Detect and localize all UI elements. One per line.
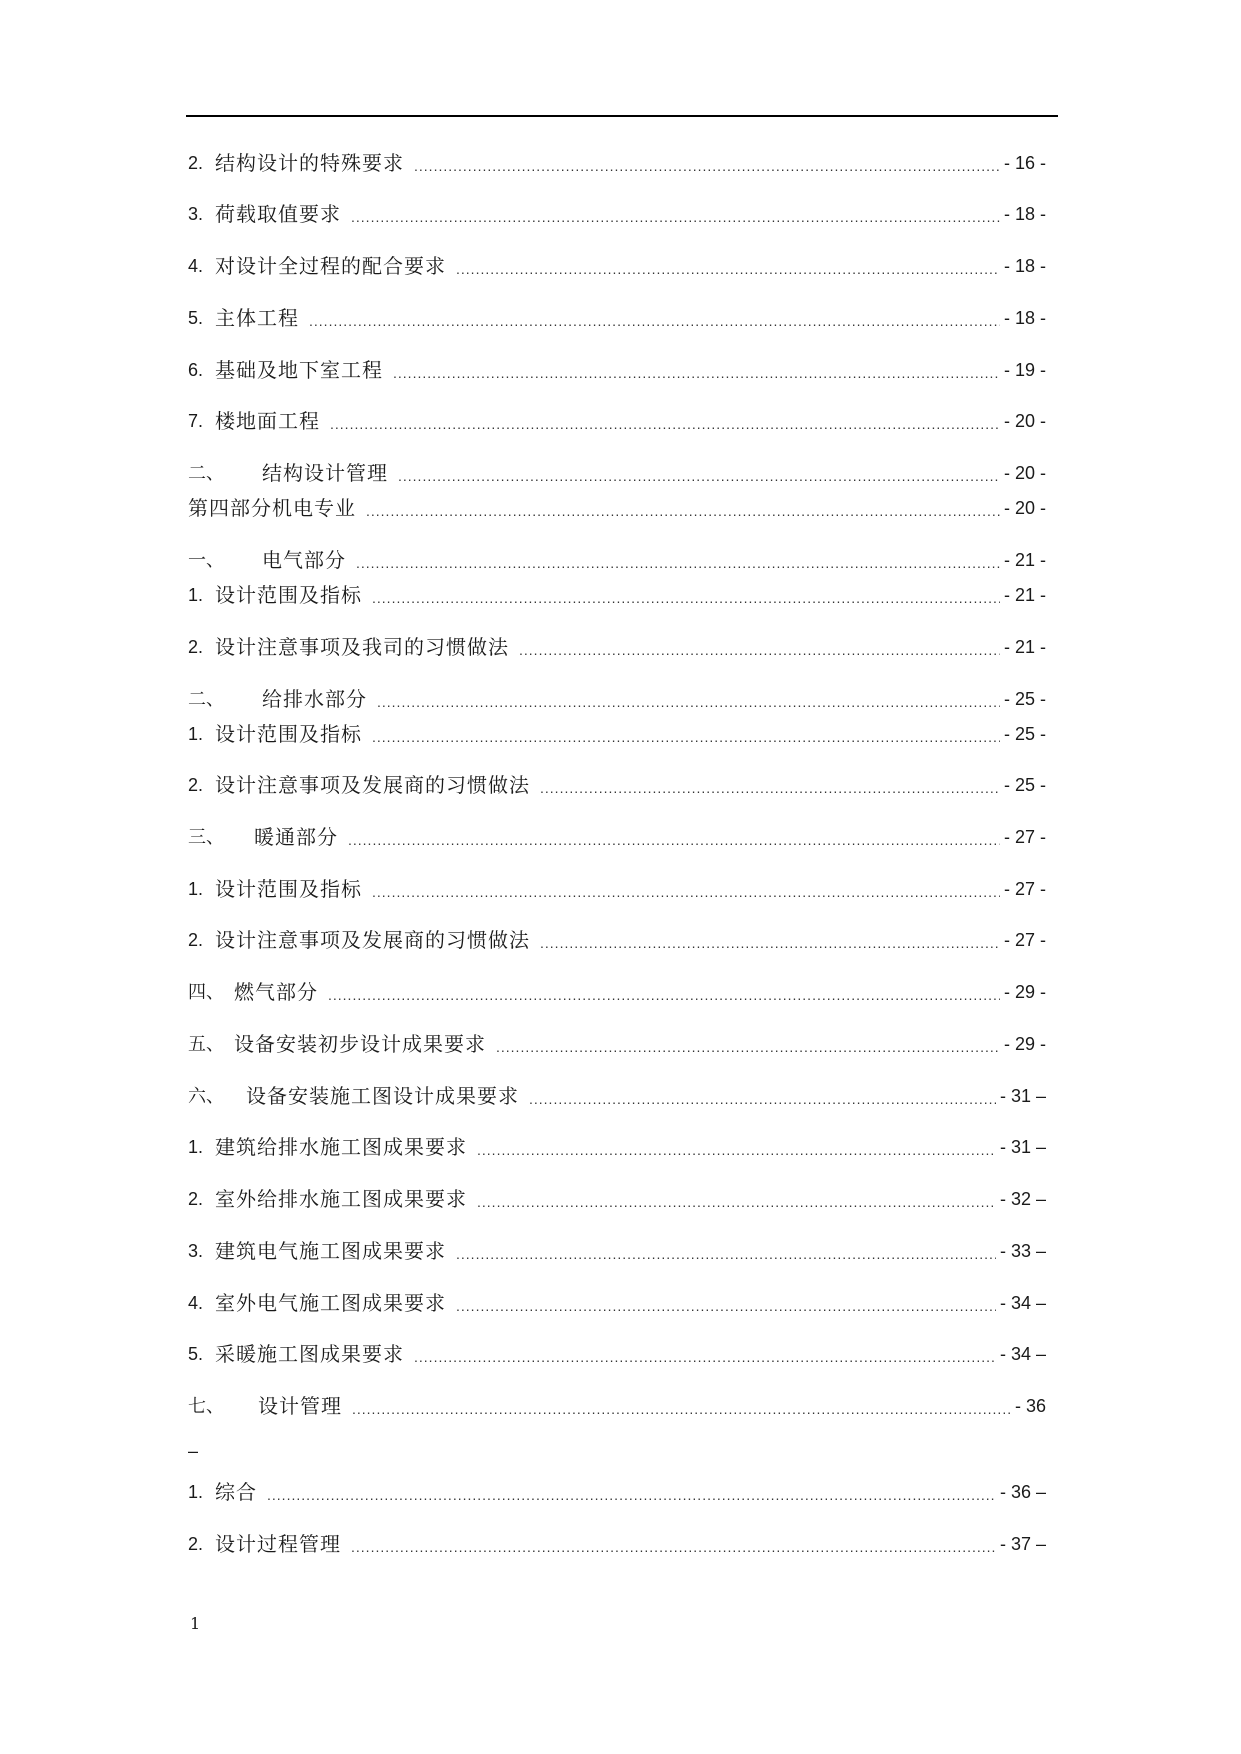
toc-entry-number: 七、 [188,1396,224,1416]
toc-entry-title: 室外电气施工图成果要求 [215,1291,447,1315]
toc-entry-page: - 34 – [999,1293,1046,1313]
toc-entry[interactable] [188,681,1046,711]
toc-entry[interactable] [188,1026,1046,1056]
toc-dot-leader [398,467,1000,485]
toc-dot-leader [456,1245,996,1263]
toc-dot-leader [456,260,1000,278]
toc-entry-page: - 29 - [1003,982,1046,1002]
toc-entry-title: 燃气部分 [234,980,318,1004]
toc-entry-number: 4. [188,256,204,276]
toc-entry-title: 第四部分机电专业 [188,496,356,520]
toc-dot-leader [267,1486,996,1504]
toc-entry-title: 采暖施工图成果要求 [215,1342,405,1366]
toc-entry-page: - 20 - [1003,498,1046,518]
toc-entry-page: - 31 – [999,1086,1046,1106]
toc-entry-number: 1. [188,1137,204,1157]
toc-entry[interactable] [188,196,1046,226]
toc-entry-page: - 37 – [999,1534,1046,1554]
toc-entry-number: 4. [188,1293,204,1313]
toc-dot-leader [351,208,1000,226]
toc-entry-number: 1. [188,879,204,899]
toc-entry-title: 设计管理 [258,1394,342,1418]
toc-entry[interactable] [188,1078,1046,1108]
toc-entry-page: - 18 - [1003,308,1046,328]
toc-entry[interactable] [188,248,1046,278]
toc-dot-leader [393,364,1000,382]
toc-entry-page: - 21 - [1003,585,1046,605]
toc-entry[interactable] [188,577,1046,607]
toc-entry-title: 设计范围及指标 [215,877,363,901]
toc-entry[interactable] [188,1526,1046,1556]
toc-entry-title: 设计注意事项及我司的习惯做法 [215,635,510,659]
toc-entry-number: 二、 [188,463,224,483]
toc-entry-title: 给排水部分 [262,687,367,711]
toc-dot-leader [372,883,1000,901]
toc-entry-page: - 18 - [1003,256,1046,276]
toc-entry-number: 5. [188,308,204,328]
toc-entry[interactable] [188,403,1046,433]
toc-entry-page: - 25 - [1003,689,1046,709]
toc-entry[interactable] [188,974,1046,1004]
toc-dot-leader [309,312,1000,330]
toc-entry-page: - 18 - [1003,204,1046,224]
toc-dot-leader [372,728,1000,746]
toc-dot-leader [456,1297,996,1315]
toc-dot-leader [414,1348,996,1366]
toc-entry[interactable] [188,145,1046,175]
toc-dot-leader [366,502,1000,520]
toc-entry-number: 四、 [188,982,224,1002]
toc-entry[interactable] [188,922,1046,952]
toc-entry-number: 3. [188,1241,204,1261]
toc-entry-page: - 20 - [1003,411,1046,431]
toc-entry[interactable] [188,300,1046,330]
toc-entry-title: 基础及地下室工程 [215,358,384,382]
toc-entry-title: 设备安装初步设计成果要求 [234,1032,486,1056]
toc-entry[interactable] [188,1233,1046,1263]
toc-entry[interactable] [188,1285,1046,1315]
toc-dot-leader [330,415,1000,433]
toc-entry[interactable] [188,1129,1046,1159]
toc-entry-number: 二、 [188,689,224,709]
toc-entry[interactable] [188,767,1046,797]
toc-entry[interactable] [188,1181,1046,1211]
toc-entry-title: 设计范围及指标 [215,583,363,607]
toc-entry-page: - 19 - [1003,360,1046,380]
toc-dot-leader [348,831,1000,849]
toc-entry-title: 综合 [215,1480,258,1504]
toc-entry-title: 荷载取值要求 [215,202,342,226]
toc-dot-leader [477,1193,996,1211]
toc-entry-title: 暖通部分 [254,825,338,849]
toc-entry-title: 对设计全过程的配合要求 [215,254,447,278]
toc-entry-number: 6. [188,360,204,380]
toc-entry-page: - 27 - [1003,930,1046,950]
toc-entry-page: - 27 - [1003,827,1046,847]
toc-entry[interactable] [188,871,1046,901]
toc-entry-number: 六、 [188,1086,224,1106]
toc-dot-leader [540,934,1000,952]
toc-entry-page: - 31 – [999,1137,1046,1157]
toc-entry-title: 建筑电气施工图成果要求 [215,1239,447,1263]
toc-entry[interactable] [188,352,1046,382]
toc-entry-number: 1. [188,585,204,605]
toc-entry-page: - 36 [1014,1396,1046,1416]
toc-entry-page: - 27 - [1003,879,1046,899]
toc-dot-leader [529,1090,996,1108]
toc-entry-page: - 32 – [999,1189,1046,1209]
toc-entry-title: 设计范围及指标 [215,722,363,746]
toc-entry-title: 室外给排水施工图成果要求 [215,1187,468,1211]
toc-entry-number: 五、 [188,1034,224,1054]
toc-entry-number: 2. [188,1189,204,1209]
toc-entry-number: 1. [188,724,204,744]
toc-entry-title: 结构设计的特殊要求 [215,151,405,175]
toc-dot-leader [377,693,1000,711]
toc-entry-page: - 21 - [1003,550,1046,570]
toc-dot-leader [351,1538,996,1556]
toc-entry[interactable] [188,490,1046,520]
toc-entry-number: 5. [188,1344,204,1364]
toc-entry-title: 设计过程管理 [215,1532,342,1556]
toc-dot-leader [352,1400,1011,1418]
toc-entry[interactable] [188,1336,1046,1366]
toc-entry-number: 一、 [188,550,224,570]
toc-entry-number: 2. [188,637,204,657]
toc-dot-leader [519,641,1000,659]
toc-entry-number: 三、 [188,827,224,847]
toc-entry-number: 2. [188,153,204,173]
toc-entry-page: - 21 - [1003,637,1046,657]
toc-entry-number: 1. [188,1482,204,1502]
toc-dot-leader [496,1038,1000,1056]
toc-entry-page: - 20 - [1003,463,1046,483]
toc-entry[interactable] [188,819,1046,849]
toc-entry-title: 楼地面工程 [215,409,321,433]
toc-entry-number: 2. [188,775,204,795]
toc-entry-number: 3. [188,204,204,224]
page-number: 1 [190,1614,201,1633]
toc-entry-title: 电气部分 [262,548,346,572]
toc-entry-page: - 34 – [999,1344,1046,1364]
toc-entry-page: - 33 – [999,1241,1046,1261]
toc-entry-page: - 25 - [1003,775,1046,795]
toc-dot-leader [414,157,1000,175]
toc-entry-title: 设计注意事项及发展商的习惯做法 [215,928,531,952]
toc-entry-number: 2. [188,1534,204,1554]
toc-entry-page: - 25 - [1003,724,1046,744]
toc-entry[interactable] [188,1474,1046,1504]
toc-entry-title: 结构设计管理 [262,461,388,485]
toc-dot-leader [477,1141,996,1159]
toc-entry-page: - 36 – [999,1482,1046,1502]
toc-dot-leader [356,554,1000,572]
toc-entry[interactable] [188,455,1046,485]
wrapped-page-dash: – [188,1441,199,1461]
toc-entry-title: 设计注意事项及发展商的习惯做法 [215,773,531,797]
toc-dot-leader [328,986,1000,1004]
toc-dot-leader [540,779,1000,797]
toc-entry-page: - 16 - [1003,153,1046,173]
toc-entry-number: 2. [188,930,204,950]
toc-entry-title: 设备安装施工图设计成果要求 [246,1084,519,1108]
toc-entry-page: - 29 - [1003,1034,1046,1054]
toc-entry-title: 建筑给排水施工图成果要求 [215,1135,468,1159]
toc-dot-leader [372,589,1000,607]
toc-entry[interactable] [188,542,1046,572]
toc-entry[interactable] [188,716,1046,746]
toc-entry-number: 7. [188,411,204,431]
toc-entry[interactable] [188,629,1046,659]
toc-entry[interactable] [188,1388,1046,1418]
toc-entry-title: 主体工程 [215,306,300,330]
